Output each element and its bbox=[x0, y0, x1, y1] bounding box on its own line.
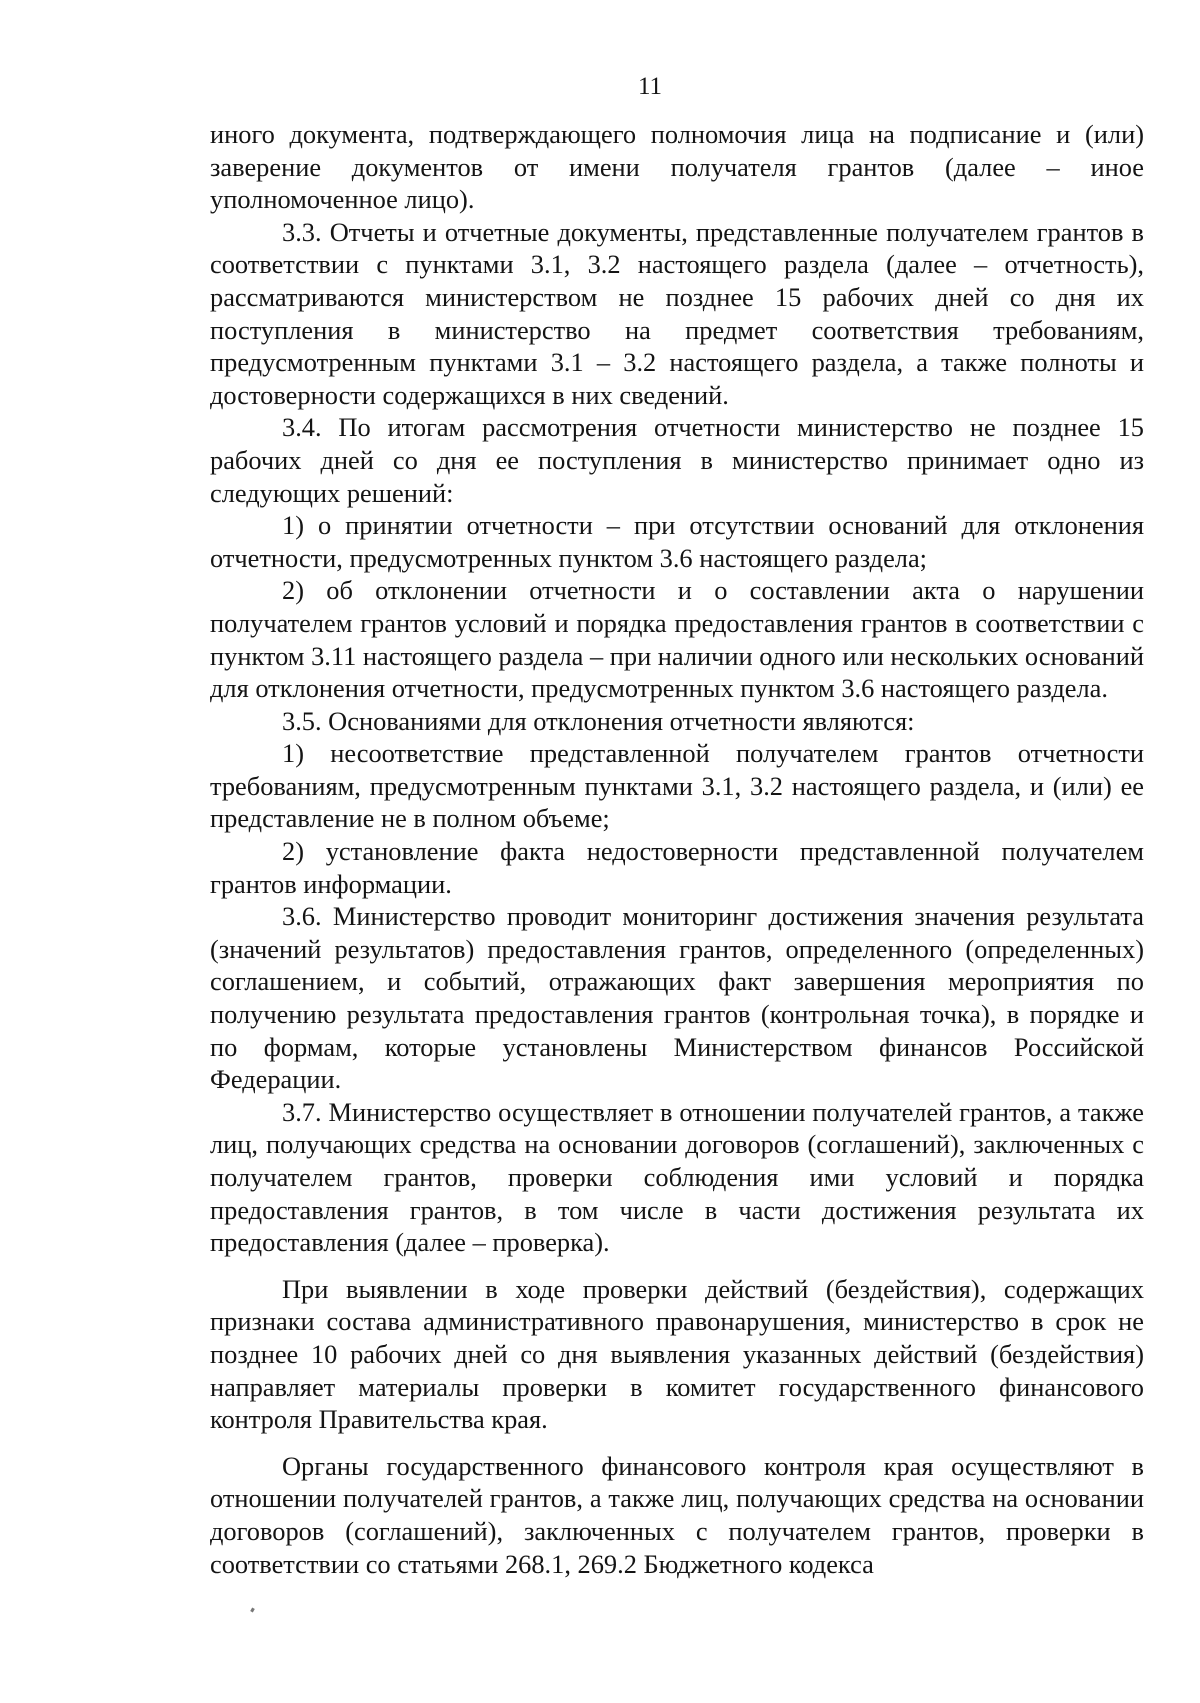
paragraph-3-7: 3.7. Министерство осуществляет в отношении получателей грантов, а также лиц, получающих средства на основании договоров (соглашений), заключенных с получателем грантов, проверки соблюдения ими условий и порядка предоставления грантов, в том числе в части достижения результата их предоставления (далее – проверка). bbox=[210, 1096, 1144, 1258]
page-number: 11 bbox=[637, 73, 663, 100]
paragraph-3-4-item-1: 1) о принятии отчетности – при отсутствии оснований для отклонения отчетности, предусмотренных пунктом 3.6 настоящего раздела; bbox=[210, 510, 1144, 573]
paragraph-3-6: 3.6. Министерство проводит мониторинг достижения значения результата (значений результатов) предоставления грантов, определенного (определенных) соглашением, и событий, отражающих факт завершения мероприятия по получению результата предоставления грантов (контрольная точка), в порядке и по формам, которые установлены Министерством финансов Российской Федерации. bbox=[210, 901, 1144, 1095]
paragraph-3-5-item-2: 2) установление факта недостоверности представленной получателем грантов информации. bbox=[210, 836, 1144, 899]
paragraph-3-5: 3.5. Основаниями для отклонения отчетности являются: bbox=[282, 705, 915, 736]
paragraph-3-3: 3.3. Отчеты и отчетные документы, представленные получателем грантов в соответствии с пунктами 3.1, 3.2 настоящего раздела (далее – отчетность), рассматриваются министерством не позднее 15 рабочих дней со дня их поступления в министерство на предмет соответствия требованиям, предусмотренным пунктами 3.1 – 3.2 настоящего раздела, а также полноты и достоверности содержащихся в них сведений. bbox=[210, 216, 1144, 410]
scan-artifact bbox=[250, 1608, 255, 1613]
paragraph-3-4-item-2: 2) об отклонении отчетности и о составлении акта о нарушении получателем грантов условий и порядка предоставления грантов в соответствии с пунктом 3.11 настоящего раздела – при наличии одного или нескольких оснований для отклонения отчетности, предусмотренных пунктом 3.6 настоящего раздела. bbox=[210, 575, 1144, 704]
paragraph-3-4: 3.4. По итогам рассмотрения отчетности министерство не позднее 15 рабочих дней со дня ее поступления в министерство принимает одно из следующих решений: bbox=[210, 412, 1144, 508]
paragraph-3-5-item-1: 1) несоответствие представленной получателем грантов отчетности требованиям, предусмотренным пунктами 3.1, 3.2 настоящего раздела, и (или) ее представление не в полном объеме; bbox=[210, 738, 1144, 834]
paragraph-continuation: иного документа, подтверждающего полномочия лица на подписание и (или) заверение документов от имени получателя грантов (далее – иное уполномоченное лицо). bbox=[210, 119, 1144, 215]
paragraph-violation-referral: При выявлении в ходе проверки действий (бездействия), содержащих признаки состава административного правонарушения, министерство в срок не позднее 10 рабочих дней со дня выявления указанных действий (бездействия) направляет материалы проверки в комитет государственного финансового контроля Правительства края. bbox=[210, 1273, 1144, 1435]
paragraph-financial-control: Органы государственного финансового контроля края осуществляют в отношении получателей грантов, а также лиц, получающих средства на основании договоров (соглашений), заключенных с получателем грантов, проверки в соответствии со статьями 268.1, 269.2 Бюджетного кодекса bbox=[210, 1450, 1144, 1579]
document-body bbox=[210, 118, 1144, 1580]
